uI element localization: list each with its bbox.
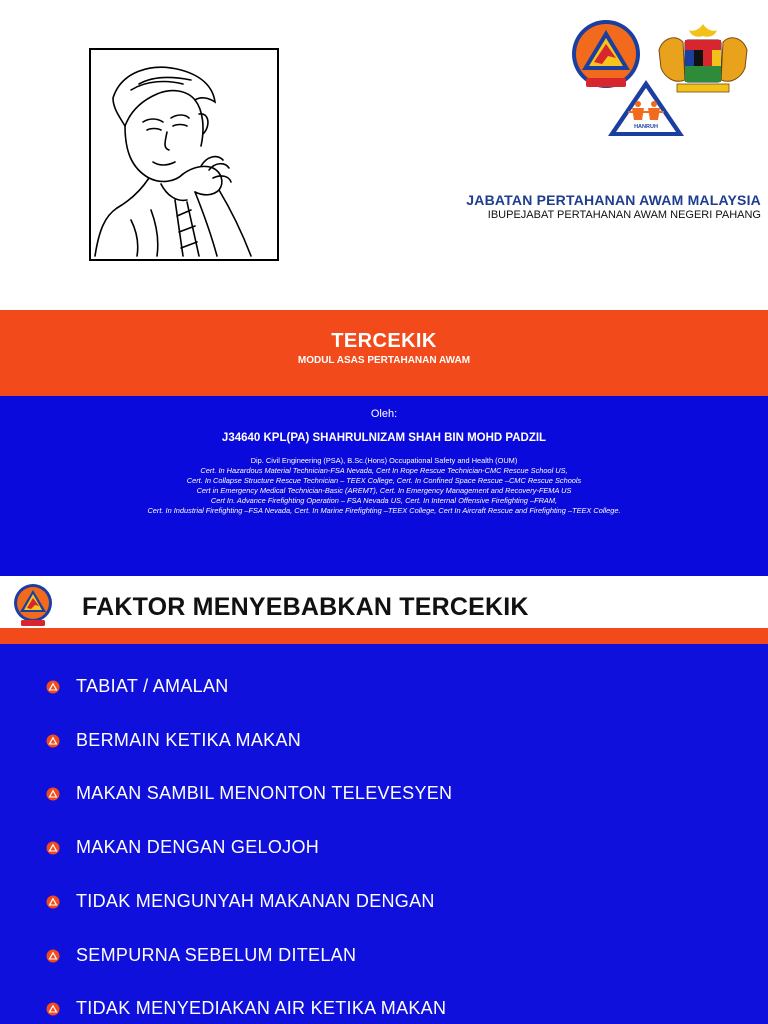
triangle-bullet-icon — [46, 787, 60, 801]
list-item-label: TIDAK MENGUNYAH MAKANAN DENGAN — [76, 891, 435, 911]
title-band — [0, 310, 768, 396]
slide-title: TERCEKIK — [331, 330, 437, 352]
credential-line: Cert in Emergency Medical Technician-Basic (AREMT), Cert. In Emergency Management and Recovery-FEMA US — [196, 486, 572, 495]
hanruh-logo-icon — [606, 78, 686, 138]
slide-subtitle: MODUL ASAS PERTAHANAN AWAM — [297, 355, 471, 366]
credential-line: Cert. In Collapse Structure Rescue Technician – TEEX College, Cert. In Confined Space Rescue –CMC Rescue Schools — [186, 476, 582, 485]
credentials — [0, 456, 768, 516]
svg-text:HANRUH: HANRUH — [634, 124, 658, 130]
list-item-label: SEMPURNA SEBELUM DITELAN — [76, 945, 357, 965]
author-band — [0, 396, 768, 576]
list-item-label: TABIAT / AMALAN — [76, 676, 229, 696]
triangle-bullet-icon — [46, 1002, 60, 1016]
list-item-label: MAKAN DENGAN GELOJOH — [76, 837, 320, 857]
list-item — [46, 783, 452, 804]
credential-line: Dip. Civil Engineering (PSA), B.Sc.(Hons) Occupational Safety and Health (OUM) — [250, 456, 518, 465]
list-item-label: TIDAK MENYEDIAKAN AIR KETIKA MAKAN — [76, 998, 447, 1018]
triangle-bullet-icon — [46, 949, 60, 963]
list-item — [46, 730, 301, 751]
credential-line: Cert In. Advance Firefighting Operation – FSA Nevada US, Cert. In Internal Offensive Firefighting –FRAM, — [210, 496, 558, 505]
factors-slide — [0, 576, 768, 1024]
triangle-bullet-icon — [46, 895, 60, 909]
slide-header — [0, 576, 768, 628]
credential-line: Cert. In Industrial Firefighting –FSA Nevada, Cert. In Marine Firefighting –TEEX College, Cert In Aircraft Rescue and Firefighting –TEEX College. — [147, 506, 621, 515]
title-divider — [0, 628, 768, 644]
list-item — [46, 891, 435, 912]
jpam-emblem-icon — [13, 583, 53, 629]
organization-title: JABATAN PERTAHANAN AWAM MALAYSIA — [466, 192, 761, 208]
organization-subtitle: IBUPEJABAT PERTAHANAN AWAM NEGERI PAHANG — [487, 209, 761, 221]
list-item — [46, 676, 229, 697]
list-item — [46, 998, 446, 1019]
by-label: Oleh: — [370, 408, 398, 420]
list-item-label: MAKAN SAMBIL MENONTON TELEVESYEN — [76, 783, 453, 803]
list-item-label: BERMAIN KETIKA MAKAN — [76, 730, 302, 750]
list-item — [46, 837, 319, 858]
list-item — [46, 945, 356, 966]
section-title: FAKTOR MENYEBABKAN TERCEKIK — [82, 593, 529, 621]
triangle-bullet-icon — [46, 680, 60, 694]
choking-person-illustration — [89, 48, 279, 261]
triangle-bullet-icon — [46, 841, 60, 855]
credential-line: Cert. In Hazardous Material Technician-FSA Nevada, Cert In Rope Rescue Technician-CMC Rescue School US, — [200, 466, 568, 475]
triangle-bullet-icon — [46, 734, 60, 748]
author-name: J34640 KPL(PA) SHAHRULNIZAM SHAH BIN MOHD PADZIL — [221, 432, 547, 444]
